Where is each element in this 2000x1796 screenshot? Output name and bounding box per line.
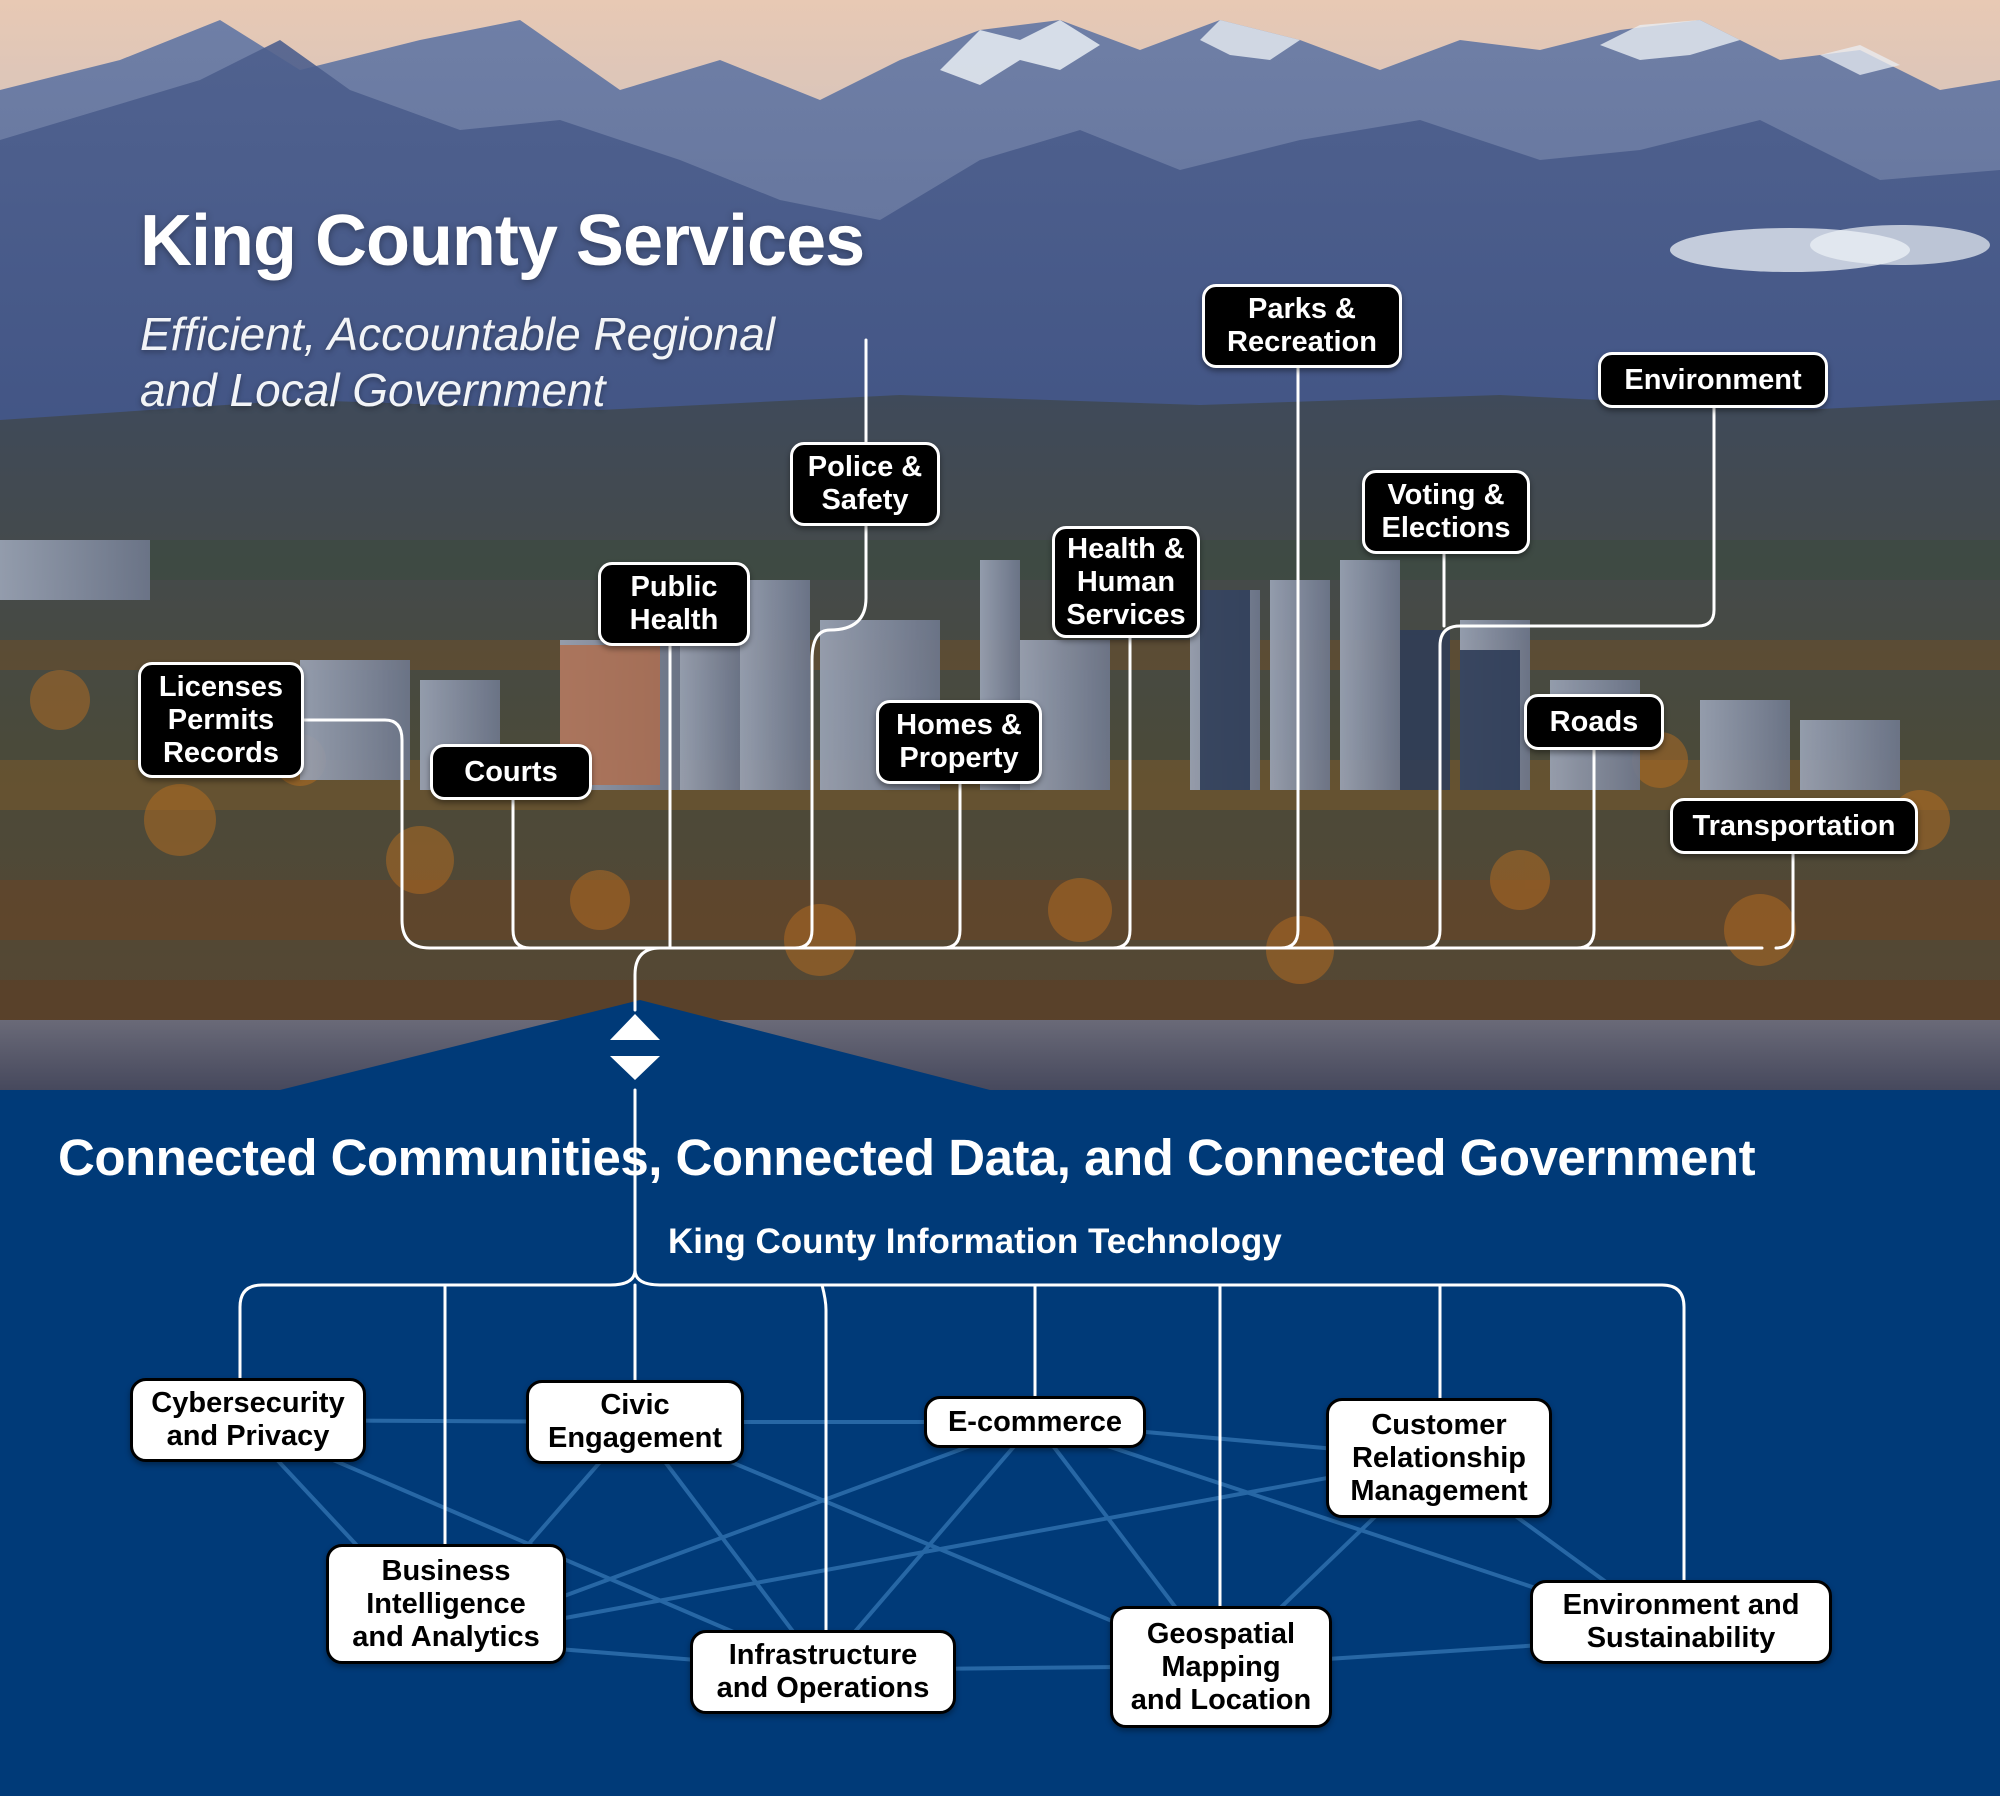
service-node-courts: Courts [430, 744, 592, 800]
subtitle-line-1: Efficient, Accountable Regional [140, 308, 776, 360]
it-node-cybersecurity-privacy: Cybersecurity and Privacy [130, 1378, 366, 1462]
page-subtitle [140, 306, 775, 418]
it-node-e-commerce: E-commerce [924, 1396, 1146, 1448]
service-node-roads: Roads [1524, 694, 1664, 750]
it-node-environment-sustainability: Environment and Sustainability [1530, 1580, 1832, 1664]
service-node-licenses-permits-records: Licenses Permits Records [138, 662, 304, 778]
kcit-heading: King County Information Technology [668, 1222, 1282, 1261]
subtitle-line-2: and Local Government [140, 364, 606, 416]
it-node-geospatial-mapping-location: Geospatial Mapping and Location [1110, 1606, 1332, 1728]
it-node-customer-relationship-management: Customer Relationship Management [1326, 1398, 1552, 1518]
service-node-homes-property: Homes & Property [876, 700, 1042, 784]
service-node-police-safety: Police & Safety [790, 442, 940, 526]
service-node-environment: Environment [1598, 352, 1828, 408]
service-node-transportation: Transportation [1670, 798, 1918, 854]
service-node-health-human-services: Health & Human Services [1052, 526, 1200, 638]
connected-heading: Connected Communities, Connected Data, and Connected Government [58, 1129, 1756, 1186]
service-node-public-health: Public Health [598, 562, 750, 646]
service-node-voting-elections: Voting & Elections [1362, 470, 1530, 554]
service-node-parks-recreation: Parks & Recreation [1202, 284, 1402, 368]
page-title: King County Services [140, 201, 865, 281]
it-node-infrastructure-operations: Infrastructure and Operations [690, 1630, 956, 1714]
it-node-business-intelligence-analytics: Business Intelligence and Analytics [326, 1544, 566, 1664]
it-node-civic-engagement: Civic Engagement [526, 1380, 744, 1464]
